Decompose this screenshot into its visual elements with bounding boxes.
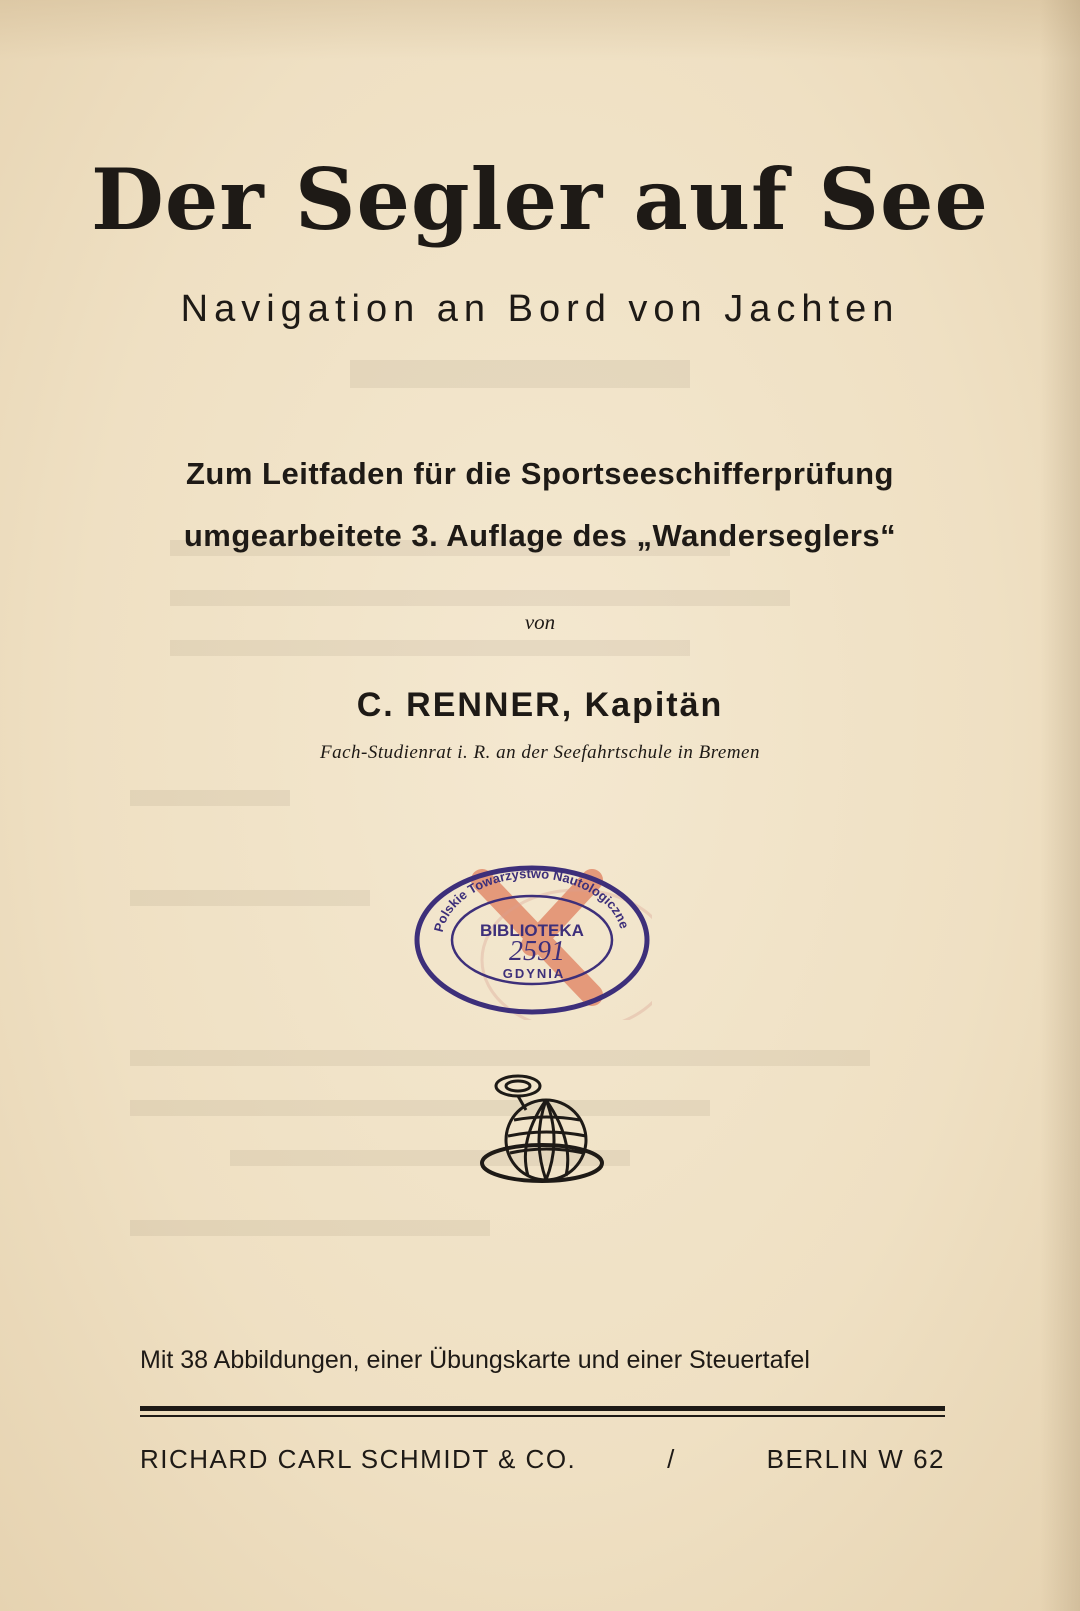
stamp-ring-text: Polskie Towarzystwo Nautologiczne	[430, 865, 633, 934]
publisher-separator: /	[667, 1444, 676, 1474]
divider-thin	[140, 1415, 945, 1417]
stamp-center-text: BIBLIOTEKA	[480, 921, 584, 940]
illustrations-note	[140, 1346, 945, 1375]
description-line-1: Zum Leitfaden für die Sportseeschifferprüfung	[186, 456, 894, 491]
stamp-number: 2591	[509, 936, 565, 967]
author-name: C. RENNER, Kapitän	[356, 686, 724, 724]
publisher-line	[140, 1444, 945, 1475]
paper-stain	[0, 0, 1080, 60]
publisher-name: RICHARD CARL SCHMIDT & CO.	[140, 1444, 577, 1474]
globe-ship-emblem-icon	[478, 1068, 608, 1190]
by-label: von	[524, 610, 556, 634]
divider-thick	[140, 1406, 945, 1411]
illustrations-note-text: Mit 38 Abbildungen, einer Übungskarte und einer Steuertafel	[140, 1346, 810, 1374]
library-stamp	[412, 860, 652, 1020]
publisher-city: BERLIN W 62	[766, 1444, 945, 1474]
book-subtitle: Navigation an Bord von Jachten	[180, 288, 900, 330]
stamp-city: GDYNIA	[502, 966, 566, 981]
book-title: Der Segler auf See	[91, 150, 989, 249]
author-affiliation: Fach-Studienrat i. R. an der Seefahrtschule in Bremen	[319, 742, 760, 763]
description-line-2: umgearbeitete 3. Auflage des „Wanderseglers“	[183, 518, 897, 553]
